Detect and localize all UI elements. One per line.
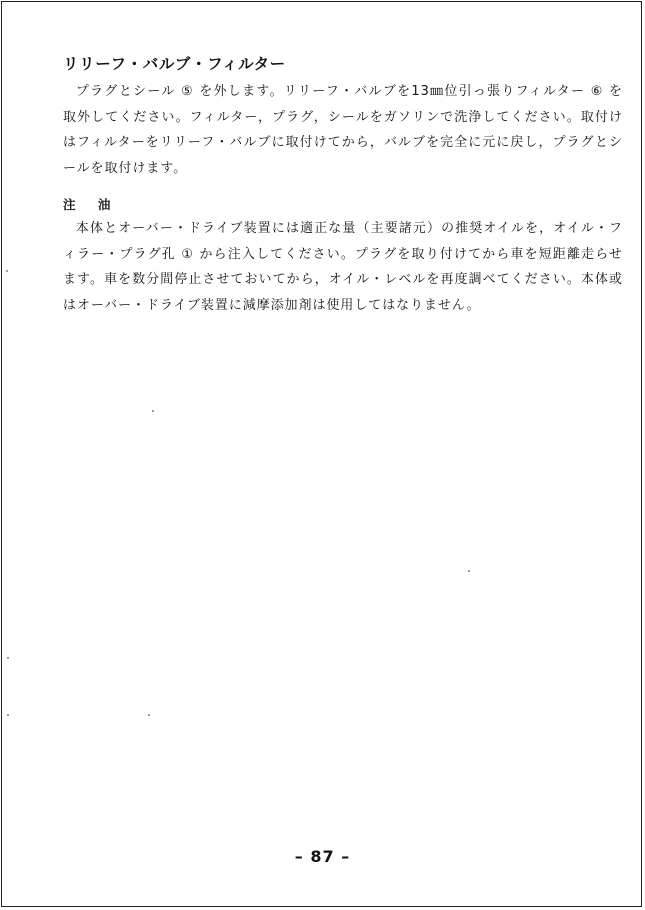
section-paragraph-relief-valve-filter: プラグとシール ⑤ を外します。リリーフ・バルブを13㎜位引っ張りフィルター ⑥ を取外してください。フィルター，プラグ，シールをガソリンで洗浄してください。取付けはフィルターをリリーフ・バルブに取付けてから，バルブを完全に元に戻し，プラグとシールを取付けます。	[63, 84, 623, 176]
section-heading-lubrication: 注 油	[63, 197, 120, 212]
scan-speck	[152, 410, 154, 412]
scan-speck	[7, 714, 9, 716]
scan-speck	[468, 570, 470, 572]
scan-speck	[148, 714, 150, 716]
scan-speck	[6, 270, 8, 272]
page-number: – 87 –	[294, 847, 351, 866]
document-page	[1, 1, 642, 907]
scan-speck	[7, 657, 9, 659]
section-heading-relief-valve-filter: リリーフ・バルブ・フィルター	[63, 55, 286, 73]
page-content	[63, 54, 623, 318]
section-paragraph-lubrication: 本体とオーバー・ドライブ装置には適正な量（主要諸元）の推奨オイルを，オイル・フィラー・プラグ孔 ① から注入してください。プラグを取り付けてから車を短距離走らせます。車を数分間停止させておいてから，オイル・レベルを再度調べてください。本体或はオーバー・ドライブ装置に減摩添加剤は使用してはなりません。	[63, 221, 623, 313]
